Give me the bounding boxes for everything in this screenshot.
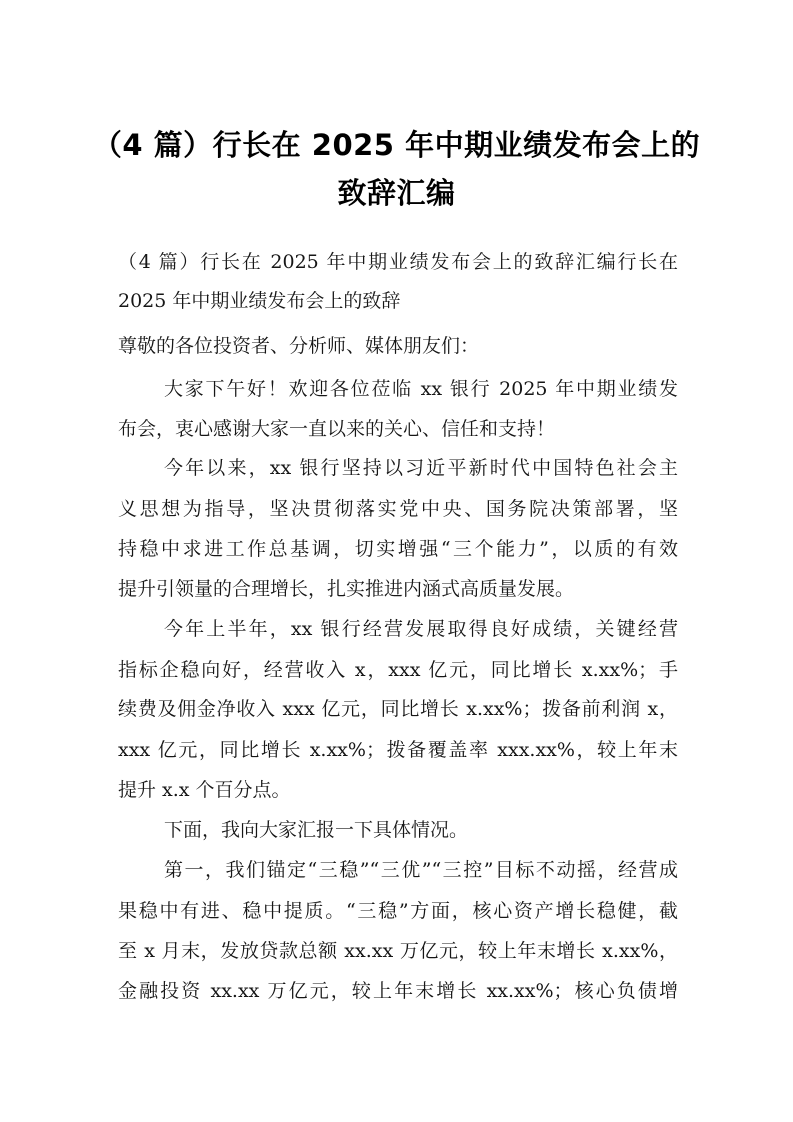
body-line: 大家下午好！欢迎各位莅临 xx 银行 2025 年中期业绩发 <box>164 378 678 400</box>
document-title-line-2: 致辞汇编 <box>337 176 456 210</box>
body-line: 今年以来，xx 银行坚持以习近平新时代中国特色社会主 <box>164 457 678 479</box>
body-line: 提升 x.x 个百分点。 <box>118 779 291 801</box>
body-line: 布会，衷心感谢大家一直以来的关心、信任和支持！ <box>118 418 556 440</box>
body-line: 指标企稳向好，经营收入 x，xxx 亿元，同比增长 x.xx%；手 <box>118 659 678 681</box>
body-line: 续费及佣金净收入 xxx 亿元，同比增长 x.xx%；拨备前利润 x， <box>118 698 678 720</box>
body-line: 第一，我们锚定“三稳”“三优”“三控”目标不动摇，经营成 <box>164 859 678 881</box>
body-line: 果稳中有进、稳中提质。“三稳”方面，核心资产增长稳健，截 <box>118 900 678 922</box>
body-line: 下面，我向大家汇报一下具体情况。 <box>164 819 469 841</box>
body-line: xxx 亿元，同比增长 x.xx%；拨备覆盖率 xxx.xx%，较上年末 <box>118 739 678 761</box>
body-line: 尊敬的各位投资者、分析师、媒体朋友们： <box>118 335 480 357</box>
body-line: 今年上半年，xx 银行经营发展取得良好成绩，关键经营 <box>164 618 678 640</box>
body-line: 持稳中求进工作总基调，切实增强“三个能力”，以质的有效 <box>118 538 678 560</box>
body-line: 义思想为指导，坚决贯彻落实党中央、国务院决策部署，坚 <box>118 498 678 520</box>
body-line: 至 x 月末，发放贷款总额 xx.xx 万亿元，较上年末增长 x.xx%， <box>118 940 678 962</box>
body-line: 2025 年中期业绩发布会上的致辞 <box>118 290 401 312</box>
body-line: （4 篇）行长在 2025 年中期业绩发布会上的致辞汇编行长在 <box>118 251 678 273</box>
body-line: 提升引领量的合理增长，扎实推进内涵式高质量发展。 <box>118 578 575 600</box>
body-line: 金融投资 xx.xx 万亿元，较上年末增长 xx.xx%；核心负债增 <box>118 980 678 1002</box>
document-title-line-1: （4 篇）行长在 2025 年中期业绩发布会上的 <box>92 128 701 162</box>
